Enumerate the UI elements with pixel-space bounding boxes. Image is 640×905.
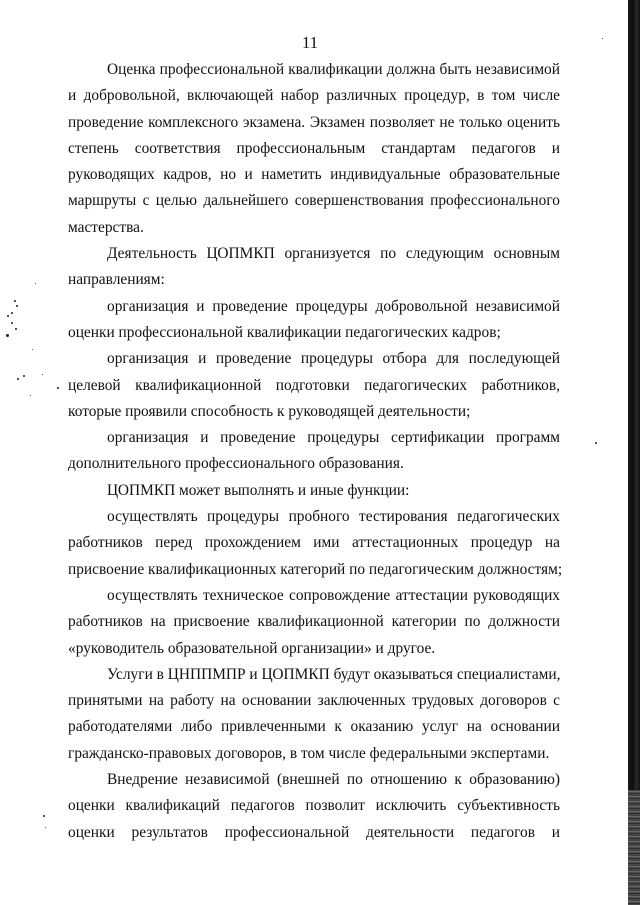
text-line: Деятельность ЦОПМКП организуется по следующим основным [107, 245, 560, 263]
scan-speck [602, 38, 603, 39]
text-line: принятыми на работу на основании заключенных трудовых договоров с [68, 692, 560, 710]
text-line: Услуги в ЦНППМПР и ЦОПМКП будут оказываться специалистами, [107, 665, 561, 683]
scan-speck [6, 334, 9, 337]
text-line: которые проявили способность к руководящей деятельности; [68, 402, 471, 420]
text-line: организация и проведение процедуры сертификации программ [107, 429, 560, 447]
text-line: работодателями либо привлеченными к оказанию услуг на основании [68, 718, 560, 736]
text-line: осуществлять процедуры пробного тестирования педагогических [107, 508, 560, 526]
scan-speck [11, 322, 13, 324]
scan-speck [14, 300, 16, 302]
scan-speck [16, 305, 18, 307]
paragraph-services [68, 662, 560, 767]
text-line: направлениям: [68, 271, 165, 289]
text-line: целевой квалификационной подготовки педагогических работников, [68, 376, 560, 394]
text-line: Оценка профессиональной квалификации должна быть независимой [107, 61, 560, 78]
text-line: работников на присвоение квалификационной категории по должности [68, 613, 560, 631]
scan-speck [17, 378, 19, 380]
scan-speck [15, 328, 17, 330]
paragraph-independent-assessment [68, 767, 560, 846]
text-line: Внедрение независимой (внешней по отношению к образованию) [107, 771, 560, 789]
text-line: оценки квалификаций педагогов позволит исключить субъективность [68, 797, 560, 815]
paragraph-assessment-independence [68, 57, 560, 241]
text-line: присвоение квалификационных категорий по педагогическим должностям; [68, 560, 563, 578]
list-item-direction-1 [68, 294, 560, 347]
scan-speck [11, 312, 13, 314]
body-text [68, 57, 563, 846]
text-line: проведение комплексного экзамена. Экзамен позволяет не только оценить [68, 113, 560, 131]
text-line: осуществлять техническое сопровождение аттестации руководящих [107, 586, 560, 604]
text-line: организация и проведение процедуры отбора для последующей [107, 350, 560, 368]
scan-speck [23, 375, 25, 377]
paragraph-other-functions [68, 478, 560, 504]
text-line: маршруты с целью дальнейшего совершенствования профессионального [68, 192, 560, 210]
scan-speck [30, 395, 31, 396]
text-line: оценки профессиональной квалификации педагогических кадров; [68, 323, 501, 341]
text-line: организация и проведение процедуры добровольной независимой [107, 297, 560, 315]
list-item-function-1 [68, 504, 563, 583]
scan-speck [32, 349, 33, 350]
text-line: и добровольной, включающей набор различных процедур, в том числе [68, 87, 560, 105]
text-line: степень соответствия профессиональным стандартам педагогов и [68, 139, 560, 157]
list-item-direction-2 [68, 346, 560, 425]
text-line: дополнительного профессионального образования. [68, 455, 404, 473]
scan-edge-noise [628, 790, 640, 905]
list-item-direction-3 [68, 425, 560, 478]
text-line: гражданско-правовых договоров, в том числе федеральными экспертами. [68, 744, 550, 762]
text-line: руководящих кадров, но и наметить индивидуальные образовательные [68, 166, 560, 184]
scan-speck [45, 827, 46, 828]
text-line: оценки результатов профессиональной деятельности педагогов и [68, 823, 560, 841]
text-line: «руководитель образовательной организации» и другое. [68, 639, 436, 657]
text-line: работников перед прохождением ими аттестационных процедур на [68, 534, 560, 552]
list-item-function-2 [68, 583, 560, 662]
text-line: мастерства. [68, 218, 144, 236]
scan-speck [43, 815, 45, 817]
page-number: 11 [301, 33, 319, 52]
scan-speck [595, 442, 597, 444]
scan-speck [42, 374, 43, 375]
scan-speck [57, 387, 59, 389]
paragraph-activity-directions [68, 241, 560, 294]
scan-edge-strip [628, 0, 640, 905]
text-line: ЦОПМКП может выполнять и иные функции: [107, 481, 410, 499]
scan-speck [7, 315, 9, 317]
scan-speck [35, 283, 36, 284]
